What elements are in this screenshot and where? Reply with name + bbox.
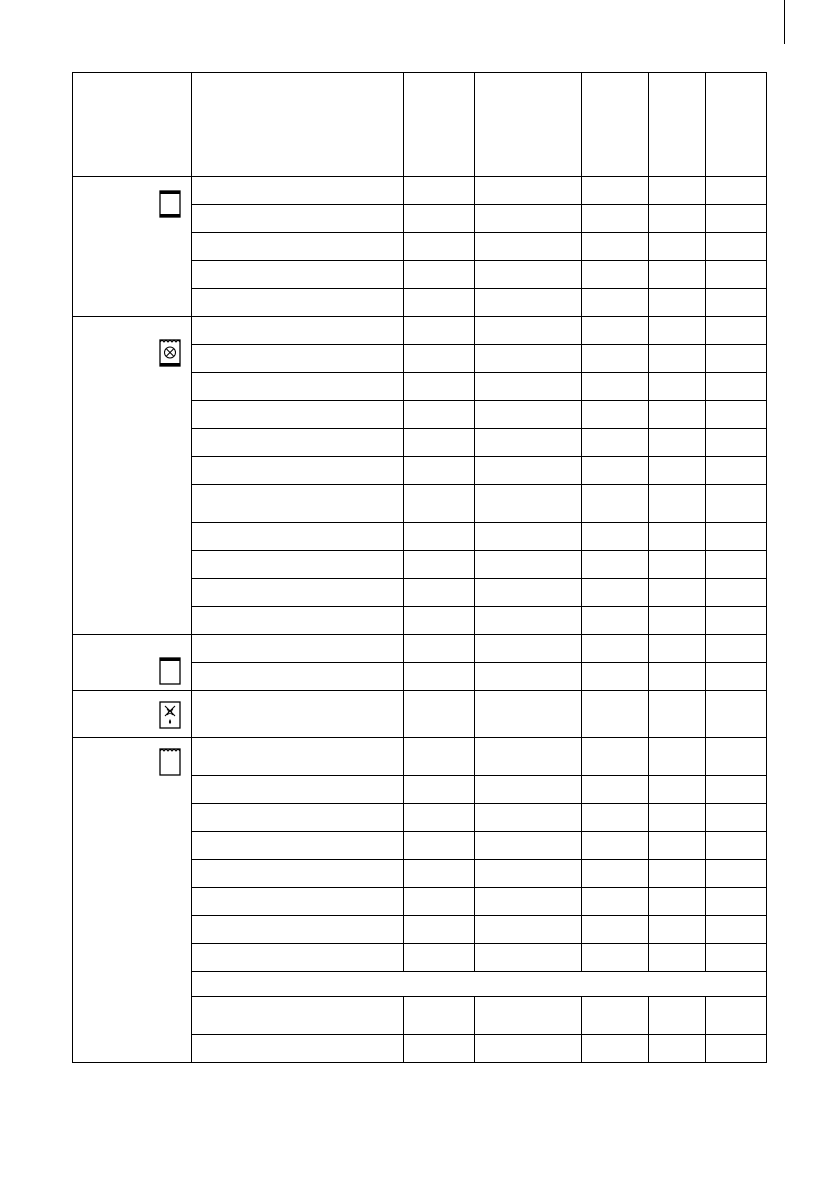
table-cell <box>582 776 649 804</box>
table-cell <box>649 997 706 1035</box>
table-cell <box>192 205 404 233</box>
table-cell <box>649 607 706 635</box>
table-cell <box>706 205 767 233</box>
category-cell <box>73 177 192 317</box>
table-cell <box>404 776 475 804</box>
table-cell <box>582 804 649 832</box>
table-cell <box>706 401 767 429</box>
table-cell <box>706 1035 767 1063</box>
crop-mark <box>784 0 785 44</box>
table-cell <box>649 345 706 373</box>
table-cell <box>192 607 404 635</box>
table-cell <box>404 804 475 832</box>
table-cell <box>192 663 404 691</box>
table-cell <box>404 373 475 401</box>
table-cell <box>649 738 706 776</box>
table-cell <box>475 523 582 551</box>
header-col-5 <box>582 73 649 177</box>
table-cell <box>706 691 767 738</box>
table-cell <box>192 345 404 373</box>
table-cell <box>404 177 475 205</box>
table-cell <box>404 832 475 860</box>
table-cell <box>706 523 767 551</box>
top-heat-icon <box>159 657 181 685</box>
table-cell <box>706 944 767 972</box>
table-cell <box>582 317 649 345</box>
table-row <box>73 738 767 776</box>
table-cell <box>706 429 767 457</box>
table-cell <box>404 888 475 916</box>
table-cell <box>475 205 582 233</box>
table-cell <box>192 888 404 916</box>
table-row <box>73 691 767 738</box>
table-cell <box>475 551 582 579</box>
table-cell <box>404 457 475 485</box>
table-cell <box>706 485 767 523</box>
table-cell <box>475 373 582 401</box>
table-cell <box>649 205 706 233</box>
table-cell <box>649 551 706 579</box>
table-cell <box>706 860 767 888</box>
category-cell <box>73 317 192 635</box>
table-cell <box>192 233 404 261</box>
table-cell <box>475 233 582 261</box>
table-cell <box>582 579 649 607</box>
category-cell <box>73 691 192 738</box>
table-cell <box>404 261 475 289</box>
table-cell <box>404 1035 475 1063</box>
fan-cooking-with-heating-elements-icon <box>159 339 181 367</box>
table-cell <box>582 916 649 944</box>
table-cell <box>649 888 706 916</box>
table-cell <box>582 401 649 429</box>
table-cell <box>649 579 706 607</box>
table-cell <box>582 289 649 317</box>
fan-with-moisture-icon <box>159 701 181 729</box>
table-cell <box>582 635 649 663</box>
table-cell <box>475 1035 582 1063</box>
table-cell <box>404 607 475 635</box>
table-cell <box>582 457 649 485</box>
table-cell <box>582 261 649 289</box>
table-cell <box>475 261 582 289</box>
table-cell <box>582 429 649 457</box>
table-cell <box>649 177 706 205</box>
table-cell <box>404 663 475 691</box>
table-cell <box>706 776 767 804</box>
table-cell <box>649 832 706 860</box>
table-cell <box>582 485 649 523</box>
table-cell <box>582 691 649 738</box>
table-cell <box>649 261 706 289</box>
table-cell <box>404 317 475 345</box>
table-cell <box>404 551 475 579</box>
table-cell <box>475 401 582 429</box>
table-cell <box>475 485 582 523</box>
table-cell <box>649 289 706 317</box>
table-cell <box>192 261 404 289</box>
table-cell <box>404 233 475 261</box>
table-cell <box>582 832 649 860</box>
table-cell <box>649 523 706 551</box>
table-cell <box>404 429 475 457</box>
table-cell <box>649 1035 706 1063</box>
table-cell <box>582 738 649 776</box>
table-row <box>73 177 767 205</box>
category-cell <box>73 635 192 691</box>
table-cell <box>649 944 706 972</box>
table-cell <box>192 738 404 776</box>
table-cell <box>582 607 649 635</box>
table-cell <box>582 888 649 916</box>
table-cell <box>475 860 582 888</box>
header-col-4 <box>475 73 582 177</box>
table-cell <box>192 691 404 738</box>
grill-icon <box>159 748 181 776</box>
table-cell <box>475 457 582 485</box>
table-cell <box>475 579 582 607</box>
settings-table <box>72 72 767 1063</box>
table-cell <box>192 860 404 888</box>
header-row <box>73 73 767 177</box>
category-cell <box>73 738 192 1063</box>
table-cell <box>475 997 582 1035</box>
table-cell <box>404 691 475 738</box>
table-cell <box>582 663 649 691</box>
table-cell <box>649 776 706 804</box>
table-cell <box>404 997 475 1035</box>
table-cell <box>475 663 582 691</box>
table-cell <box>706 804 767 832</box>
table-cell <box>649 373 706 401</box>
table-cell <box>649 663 706 691</box>
table-cell <box>192 776 404 804</box>
table-cell <box>649 429 706 457</box>
table-cell <box>192 579 404 607</box>
table-cell <box>706 345 767 373</box>
table-cell <box>475 804 582 832</box>
table-cell <box>582 1035 649 1063</box>
table-row <box>73 317 767 345</box>
table-cell <box>475 607 582 635</box>
table-cell <box>404 523 475 551</box>
table-cell <box>475 776 582 804</box>
table-cell <box>404 485 475 523</box>
table-cell <box>192 944 404 972</box>
table-cell <box>475 429 582 457</box>
table-cell <box>475 944 582 972</box>
table-cell <box>475 177 582 205</box>
table-cell <box>706 916 767 944</box>
table-cell <box>582 944 649 972</box>
table-cell <box>706 177 767 205</box>
table-cell <box>404 401 475 429</box>
table-cell <box>582 177 649 205</box>
table-cell <box>192 401 404 429</box>
table-cell <box>192 551 404 579</box>
table-cell <box>475 888 582 916</box>
table-cell <box>475 289 582 317</box>
table-cell <box>404 944 475 972</box>
table-cell <box>706 997 767 1035</box>
table-cell <box>706 663 767 691</box>
table-cell <box>404 916 475 944</box>
table-cell <box>404 289 475 317</box>
table-cell <box>192 373 404 401</box>
table-cell <box>706 579 767 607</box>
table-cell <box>649 804 706 832</box>
table-cell <box>192 523 404 551</box>
table-cell <box>706 233 767 261</box>
table-cell <box>192 635 404 663</box>
table-cell <box>649 635 706 663</box>
table-cell <box>192 289 404 317</box>
table-cell <box>582 233 649 261</box>
table-cell <box>706 832 767 860</box>
table-cell <box>404 345 475 373</box>
table-cell <box>475 345 582 373</box>
table-cell <box>649 233 706 261</box>
table-cell <box>706 635 767 663</box>
table-cell <box>475 317 582 345</box>
table-cell <box>706 289 767 317</box>
table-cell <box>706 317 767 345</box>
table-cell <box>192 429 404 457</box>
table-cell <box>706 738 767 776</box>
table-cell <box>706 551 767 579</box>
table-cell <box>582 551 649 579</box>
table-cell <box>475 738 582 776</box>
header-category <box>73 73 192 177</box>
table-cell <box>649 691 706 738</box>
table-cell <box>706 888 767 916</box>
table-cell <box>192 832 404 860</box>
table-cell <box>582 345 649 373</box>
table-row <box>73 635 767 663</box>
table-cell <box>582 997 649 1035</box>
table-cell <box>192 177 404 205</box>
header-dish <box>192 73 404 177</box>
table-cell <box>475 916 582 944</box>
table-cell <box>192 457 404 485</box>
note-cell <box>192 972 767 997</box>
table-cell <box>475 691 582 738</box>
table-cell <box>649 860 706 888</box>
table-cell <box>582 860 649 888</box>
header-col-6 <box>649 73 706 177</box>
table-cell <box>649 317 706 345</box>
table-cell <box>404 860 475 888</box>
table-cell <box>192 1035 404 1063</box>
table-cell <box>192 317 404 345</box>
table-cell <box>475 832 582 860</box>
table-cell <box>582 523 649 551</box>
table-cell <box>192 804 404 832</box>
table-cell <box>706 607 767 635</box>
table-cell <box>404 579 475 607</box>
table-cell <box>706 261 767 289</box>
table-cell <box>192 485 404 523</box>
table-cell <box>582 205 649 233</box>
table-cell <box>582 373 649 401</box>
table-cell <box>192 997 404 1035</box>
table-cell <box>192 916 404 944</box>
table-cell <box>649 457 706 485</box>
table-cell <box>475 635 582 663</box>
table-cell <box>649 916 706 944</box>
table-cell <box>706 457 767 485</box>
table-cell <box>649 401 706 429</box>
header-col-3 <box>404 73 475 177</box>
conventional-cooking-icon <box>159 190 181 218</box>
table-cell <box>404 635 475 663</box>
table-cell <box>649 485 706 523</box>
table-cell <box>404 738 475 776</box>
header-col-7 <box>706 73 767 177</box>
table-cell <box>404 205 475 233</box>
table-cell <box>706 373 767 401</box>
